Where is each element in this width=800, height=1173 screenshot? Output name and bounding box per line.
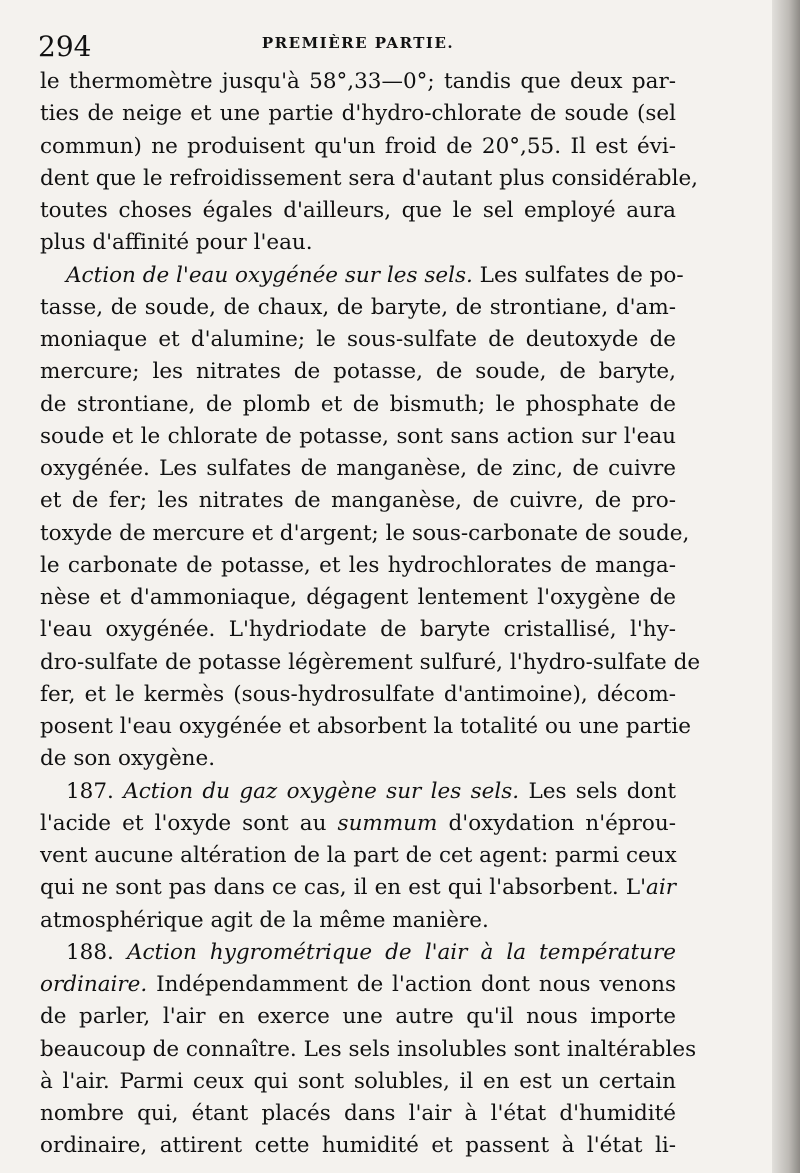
text-segment: le thermomètre jusqu'à 58°,33—0°; tandis que deux par- [40, 69, 676, 94]
text-segment: toutes choses égales d'ailleurs, que le sel employé aura [40, 198, 676, 223]
text-line [40, 163, 699, 195]
italic-segment: air [646, 875, 676, 901]
text-segment: d'oxydation n'éprou- [437, 810, 676, 836]
text-segment: moniaque et d'alumine; le sous-sulfate de deutoxyde de [40, 327, 676, 352]
text-segment: Les sels dont [519, 778, 676, 804]
text-segment: Indépendamment de l'action dont nous venons [147, 972, 676, 997]
text-segment: mercure; les nitrates de potasse, de soude, de baryte, [40, 359, 676, 385]
text-line [40, 66, 676, 98]
text-line [40, 582, 676, 614]
text-line [40, 389, 676, 421]
text-line [40, 614, 676, 646]
text-line [40, 647, 701, 679]
text-segment: le carbonate de potasse, et les hydrochlorates de manga- [40, 552, 676, 578]
page-edge-shadow [772, 0, 800, 1173]
text-line [40, 518, 690, 550]
text-line [40, 872, 676, 904]
text-segment: fer, et le kermès (sous-hydrosulfate d'antimoine), décom- [40, 681, 676, 707]
text-segment: atmosphérique agit de la même manière. [40, 907, 489, 933]
body-text [40, 66, 701, 1163]
italic-segment: ordinaire. [40, 972, 148, 997]
text-line [40, 453, 676, 485]
text-segment: vent aucune altération de la part de cet agent: parmi ceux [40, 843, 677, 868]
text-line [40, 485, 676, 517]
italic-segment: Action hygrométrique de l'air à la température [126, 939, 676, 965]
text-segment: nèse et d'ammoniaque, dégagent lentement l'oxygène de [40, 585, 676, 610]
text-segment: l'acide et l'oxyde sont au [40, 810, 338, 836]
running-head: PREMIÈRE PARTIE. [261, 34, 455, 52]
text-line [40, 324, 676, 356]
text-segment: ordinaire, attirent cette humidité et passent à l'état li- [40, 1133, 676, 1159]
text-segment: soude et le chlorate de potasse, sont sans action sur l'eau [40, 423, 676, 449]
text-segment: et de fer; les nitrates de manganèse, de cuivre, de pro- [40, 488, 676, 514]
italic-segment: Action du gaz oxygène sur les sels. [123, 778, 520, 804]
text-line [40, 840, 676, 872]
text-line [40, 808, 676, 840]
text-segment: nombre qui, étant placés dans l'air à l'état d'humidité [40, 1101, 676, 1126]
text-segment: de parler, l'air en exerce une autre qu'il nous importe [40, 1004, 676, 1030]
text-line [40, 1130, 676, 1162]
text-segment: de son oxygène. [40, 746, 216, 772]
italic-segment: summum [337, 810, 438, 836]
text-segment: de strontiane, de plomb et de bismuth; le phosphate de [40, 391, 676, 417]
text-segment: plus d'affinité pour l'eau. [40, 230, 313, 256]
text-segment: 187. [66, 778, 124, 804]
text-line [40, 356, 676, 388]
text-line [40, 131, 676, 163]
text-line [40, 260, 684, 292]
text-line [40, 679, 676, 711]
text-line [40, 1098, 676, 1130]
text-line [40, 776, 676, 808]
text-segment: toxyde de mercure et d'argent; le sous-carbonate de soude, [40, 520, 690, 546]
page-header [38, 30, 678, 64]
text-segment: qui ne sont pas dans ce cas, il en est qui l'absorbent. L' [40, 875, 647, 901]
text-line [40, 743, 676, 775]
text-line [40, 421, 676, 453]
text-segment: beaucoup de connaître. Les sels insolubles sont inaltérables [40, 1036, 697, 1062]
text-segment: dro-sulfate de potasse légèrement sulfuré, l'hydro-sulfate de [40, 649, 701, 675]
text-line [40, 1001, 676, 1033]
text-line [40, 711, 691, 743]
text-segment: tasse, de soude, de chaux, de baryte, de strontiane, d'am- [40, 294, 676, 320]
text-line [40, 969, 676, 1001]
text-segment: 188. [66, 939, 127, 965]
text-segment: Les sulfates de po- [472, 262, 684, 288]
text-line [40, 1034, 697, 1066]
italic-segment: Action de l'eau oxygénée sur les sels. [66, 262, 473, 288]
text-line [40, 937, 676, 969]
text-segment: l'eau oxygénée. L'hydriodate de baryte cristallisé, l'hy- [40, 617, 676, 643]
page-number: 294 [38, 30, 92, 63]
text-line [40, 1066, 676, 1098]
text-segment: dent que le refroidissement sera d'autant plus considérable, [40, 165, 699, 191]
text-segment: oxygénée. Les sulfates de manganèse, de zinc, de cuivre [40, 456, 676, 481]
text-line [40, 292, 676, 324]
text-line [40, 550, 676, 582]
text-line [40, 227, 676, 259]
text-line [40, 905, 676, 937]
text-segment: à l'air. Parmi ceux qui sont solubles, il en est un certain [40, 1068, 676, 1094]
text-segment: ties de neige et une partie d'hydro-chlorate de soude (sel [40, 101, 676, 127]
text-segment: commun) ne produisent qu'un froid de 20°,55. Il est évi- [40, 133, 676, 159]
text-line [40, 98, 676, 130]
text-segment: posent l'eau oxygénée et absorbent la totalité ou une partie [40, 714, 691, 739]
text-line [40, 195, 676, 227]
